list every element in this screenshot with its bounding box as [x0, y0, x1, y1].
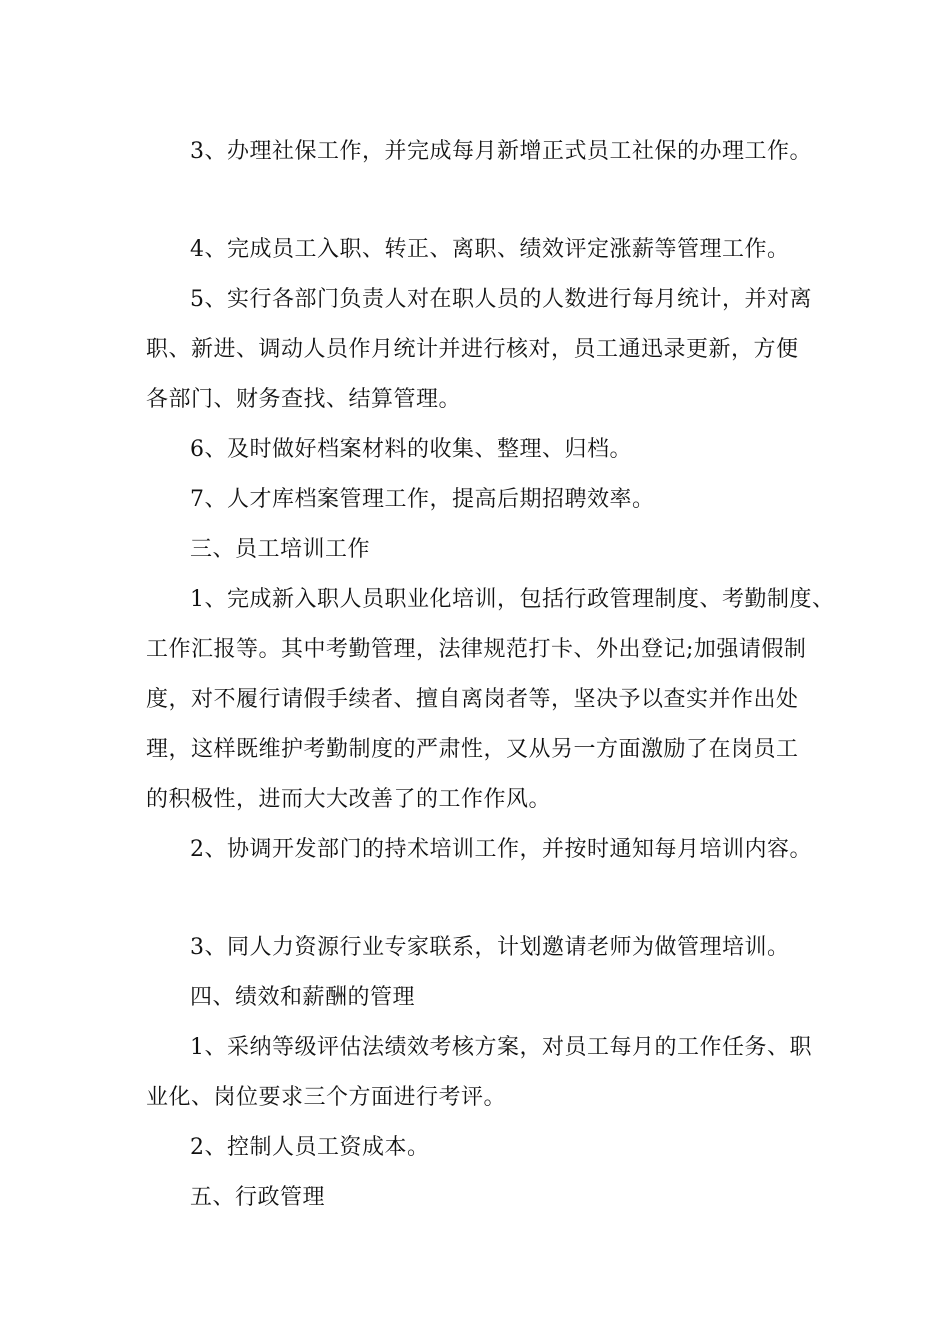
- section-heading: 三、员工培训工作: [190, 537, 371, 562]
- paragraph-line: 7、人才库档案管理工作，提高后期招聘效率。: [190, 487, 655, 512]
- paragraph-line: 1、采纳等级评估法绩效考核方案，对员工每月的工作任务、职: [190, 1035, 812, 1060]
- paragraph-line: 2、控制人员工资成本。: [190, 1135, 430, 1160]
- paragraph-line: 6、及时做好档案材料的收集、整理、归档。: [190, 437, 632, 462]
- paragraph-line: 工作汇报等。其中考勤管理，法律规范打卡、外出登记;加强请假制: [146, 637, 807, 662]
- paragraph-line: 3、同人力资源行业专家联系，计划邀请老师为做管理培训。: [190, 935, 790, 960]
- paragraph-line: 1、完成新入职人员职业化培训，包括行政管理制度、考勤制度、: [190, 587, 835, 612]
- paragraph-line: 业化、岗位要求三个方面进行考评。: [146, 1085, 507, 1110]
- paragraph-line: 3、办理社保工作，并完成每月新增正式员工社保的办理工作。: [190, 139, 812, 164]
- paragraph-line: 理，这样既维护考勤制度的严肃性，又从另一方面激励了在岗员工: [146, 737, 799, 762]
- paragraph-line: 的积极性，进而大大改善了的工作作风。: [146, 787, 552, 812]
- paragraph-line: 2、协调开发部门的持术培训工作，并按时通知每月培训内容。: [190, 837, 812, 862]
- paragraph-line: 5、实行各部门负责人对在职人员的人数进行每月统计，并对离: [190, 287, 812, 312]
- paragraph-line: 各部门、财务查找、结算管理。: [146, 387, 462, 412]
- section-heading: 五、行政管理: [190, 1185, 326, 1210]
- paragraph-line: 度，对不履行请假手续者、擅自离岗者等，坚决予以查实并作出处: [146, 687, 799, 712]
- section-heading: 四、绩效和薪酬的管理: [190, 985, 416, 1010]
- paragraph-line: 职、新进、调动人员作月统计并进行核对，员工通迅录更新，方便: [146, 337, 799, 362]
- paragraph-line: 4、完成员工入职、转正、离职、绩效评定涨薪等管理工作。: [190, 237, 790, 262]
